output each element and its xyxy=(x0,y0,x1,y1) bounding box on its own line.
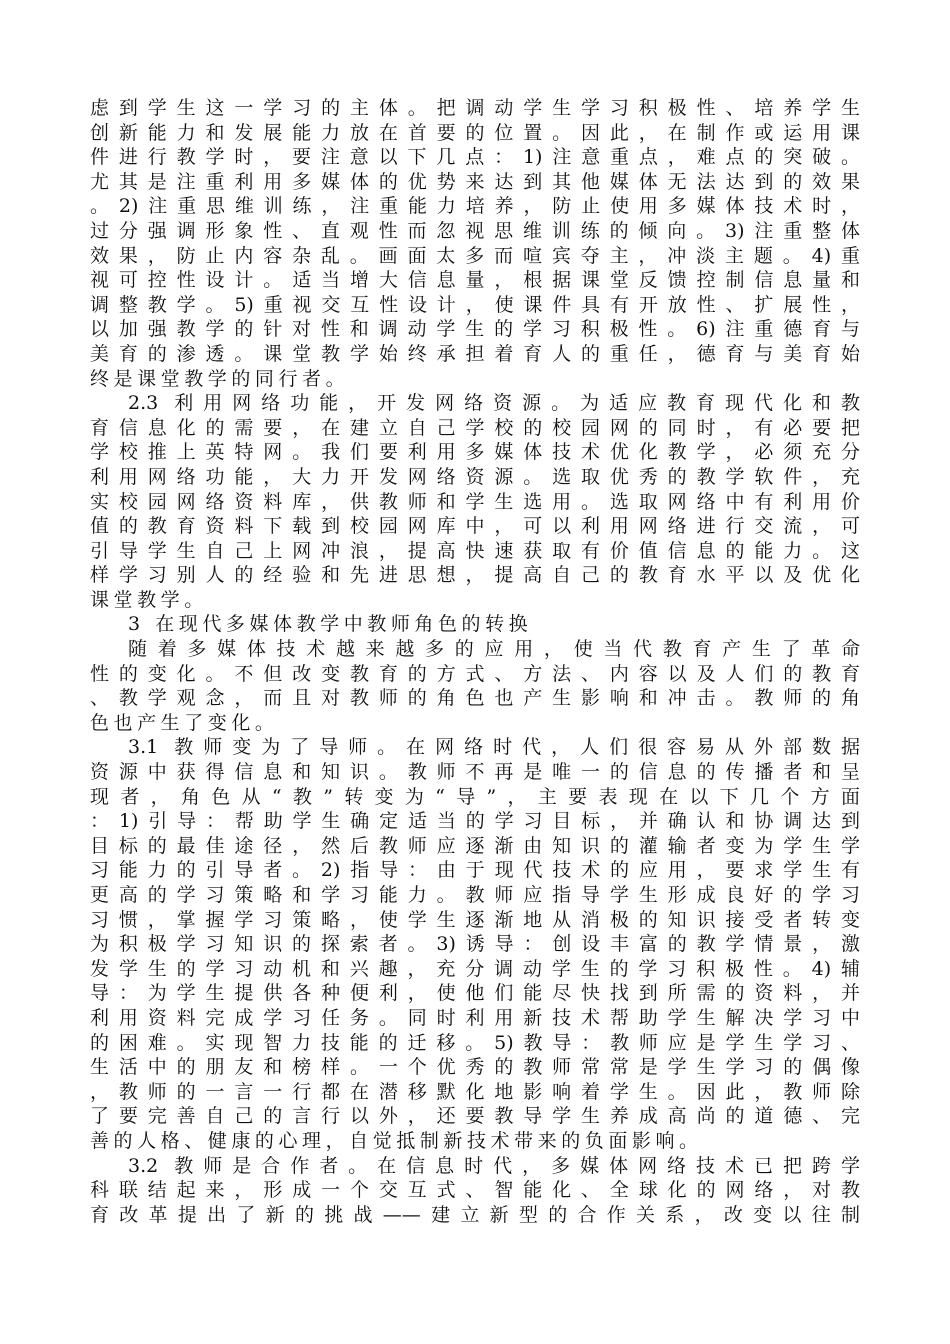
text-line: 过分强调形象性、直观性而忽视思维训练的倾向。3)注重整体 xyxy=(90,219,860,242)
text-line: 善的人格、健康的心理，自觉抵制新技术带来的负面影响。 xyxy=(90,1129,703,1152)
text-line: ：1)引导：帮助学生确定适当的学习目标，并确认和协调达到 xyxy=(90,810,860,833)
text-line: 导：为学生提供各种便利，使他们能尽快找到所需的资料，并 xyxy=(90,982,860,1005)
text-line: 育改革提出了新的挑战——建立新型的合作关系，改变以往制 xyxy=(90,1203,860,1226)
text-line: 虑到学生这一学习的主体。把调动学生学习积极性、培养学生 xyxy=(90,97,860,119)
text-line: 了要完善自己的言行以外，还要教导学生养成高尚的道德、完 xyxy=(90,1105,860,1128)
text-line: 、教学观念，而且对教师的角色也产生影响和冲击。教师的角 xyxy=(90,687,860,710)
text-line: 值的教育资料下载到校园网库中，可以利用网络进行交流，可 xyxy=(90,515,860,538)
text-line: 科联结起来，形成一个交互式、智能化、全球化的网络，对教 xyxy=(90,1179,860,1202)
text-line: 3.1 教师变为了导师。在网络时代，人们很容易从外部数据 xyxy=(128,736,860,759)
text-line: 为积极学习知识的探索者。3)诱导：创设丰富的教学情景，激 xyxy=(90,933,860,956)
text-line: 随着多媒体技术越来越多的应用，使当代教育产生了革命 xyxy=(128,638,860,661)
text-line: 样学习别人的经验和先进思想，提高自己的教育水平以及优化 xyxy=(90,564,860,587)
text-line: 目标的最佳途径，然后教师应逐渐由知识的灌输者变为学生学 xyxy=(90,834,860,857)
document-page xyxy=(90,96,860,1227)
text-line: 习惯，掌握学习策略，使学生逐渐地从消极的知识接受者转变 xyxy=(90,908,860,931)
text-line: 件进行教学时，要注意以下几点：1)注意重点，难点的突破。 xyxy=(90,146,860,169)
text-line: 。2)注重思维训练，注重能力培养，防止使用多媒体技术时， xyxy=(90,195,860,218)
text-line: 现者，角色从“教”转变为“导”，主要表现在以下几个方面 xyxy=(90,785,860,808)
text-line: ，教师的一言一行都在潜移默化地影响着学生。因此，教师除 xyxy=(90,1080,860,1103)
text-line: 3 在现代多媒体教学中教师角色的转换 xyxy=(128,613,533,636)
text-line: 创新能力和发展能力放在首要的位置。因此，在制作或运用课 xyxy=(90,121,860,144)
text-line: 以加强教学的针对性和调动学生的学习积极性。6)注重德育与 xyxy=(90,318,860,341)
text-line: 实校园网络资料库，供教师和学生选用。选取网络中有利用价 xyxy=(90,490,860,513)
text-line: 利用资料完成学习任务。同时利用新技术帮助学生解决学习中 xyxy=(90,1006,860,1029)
text-line: 资源中获得信息和知识。教师不再是唯一的信息的传播者和呈 xyxy=(90,761,860,784)
text-line: 利用网络功能，大力开发网络资源。选取优秀的教学软件，充 xyxy=(90,465,860,488)
text-line: 课堂教学。 xyxy=(90,588,208,611)
text-line: 终是课堂教学的同行者。 xyxy=(90,367,350,390)
text-line: 效果，防止内容杂乱。画面太多而喧宾夺主，冲淡主题。4)重 xyxy=(90,244,860,267)
text-line: 色也产生了变化。 xyxy=(90,711,279,734)
text-line: 视可控性设计。适当增大信息量，根据课堂反馈控制信息量和 xyxy=(90,269,860,292)
text-line: 2.3 利用网络功能，开发网络资源。为适应教育现代化和教 xyxy=(128,392,860,415)
text-line: 尤其是注重利用多媒体的优势来达到其他媒体无法达到的效果 xyxy=(90,170,860,193)
text-line: 育信息化的需要，在建立自己学校的校园网的同时，有必要把 xyxy=(90,416,860,439)
text-line: 更高的学习策略和学习能力。教师应指导学生形成良好的学习 xyxy=(90,884,860,906)
text-line: 学校推上英特网。我们要利用多媒体技术优化教学，必须充分 xyxy=(90,441,860,464)
text-line: 3.2 教师是合作者。在信息时代，多媒体网络技术已把跨学 xyxy=(128,1154,860,1177)
text-line: 习能力的引导者。2)指导：由于现代技术的应用，要求学生有 xyxy=(90,859,860,882)
text-line: 性的变化。不但改变教育的方式、方法、内容以及人们的教育 xyxy=(90,662,860,685)
text-line: 美育的渗透。课堂教学始终承担着育人的重任，德育与美育始 xyxy=(90,342,860,365)
text-line: 调整教学。5)重视交互性设计，使课件具有开放性、扩展性， xyxy=(90,293,860,316)
text-line: 生活中的朋友和榜样。一个优秀的教师常常是学生学习的偶像 xyxy=(90,1056,860,1079)
text-line: 发学生的学习动机和兴趣，充分调动学生的学习积极性。4)辅 xyxy=(90,957,860,980)
text-line: 的困难。实现智力技能的迁移。5)教导：教师应是学生学习、 xyxy=(90,1031,860,1054)
text-line: 引导学生自己上网冲浪，提高快速获取有价值信息的能力。这 xyxy=(90,539,860,562)
